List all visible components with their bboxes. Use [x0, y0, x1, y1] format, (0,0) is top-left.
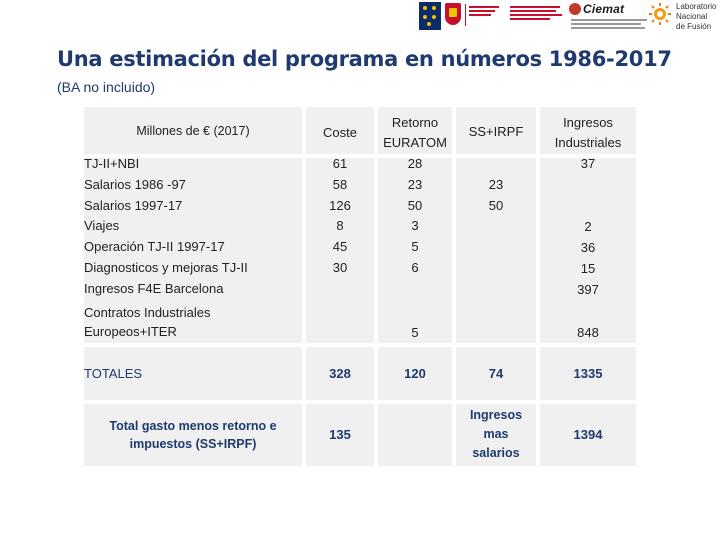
neto-coste: 135 — [329, 427, 351, 442]
page-title: Una estimación del programa en números 1986-2017 — [57, 47, 672, 71]
neto-label-2: impuestos (SS+IRPF) — [129, 437, 257, 451]
row-retorno: 28 — [407, 156, 423, 171]
header-ingresos-1: Ingresos — [563, 115, 613, 130]
page-subtitle: (BA no incluido) — [57, 79, 156, 95]
row-label: Salarios 1986 -97 — [84, 177, 186, 192]
row-coste: 126 — [329, 198, 351, 213]
eu-flag-icon — [419, 2, 441, 30]
row-coste: 58 — [332, 177, 348, 192]
row-coste: 8 — [336, 218, 344, 233]
ciemat-wordmark: Ciemat — [583, 2, 625, 16]
row-coste: 30 — [332, 260, 348, 275]
row-label: TJ-II+NBI — [84, 156, 140, 171]
row-ingresos: 397 — [577, 282, 599, 297]
row-ingresos: 15 — [580, 261, 596, 276]
gobierno-espana-logo — [415, 0, 565, 32]
neto-ssirpf-1: Ingresos — [469, 408, 523, 422]
ministry-text-mark-2 — [507, 4, 563, 26]
data-table — [84, 107, 636, 466]
neto-label-1: Total gasto menos retorno e — [109, 419, 277, 433]
row-coste: 45 — [332, 239, 348, 254]
ciemat-mark-icon — [569, 3, 581, 15]
contratos-label-2: Europeos+ITER — [84, 324, 177, 339]
header-retorno-1: Retorno — [391, 115, 439, 130]
coat-of-arms-icon — [445, 3, 461, 25]
neto-ssirpf-2: mas — [483, 427, 509, 441]
row-ssirpf: 50 — [488, 198, 504, 213]
header-coste: Coste — [323, 125, 357, 140]
contratos-ingresos: 848 — [577, 325, 599, 340]
header-ingresos-2: Industriales — [554, 135, 622, 150]
lab-name: Laboratorio Nacional de Fusión — [676, 2, 717, 31]
contratos-label-1: Contratos Industriales — [84, 305, 211, 320]
neto-ssirpf-3: salarios — [472, 446, 520, 460]
row-retorno: 3 — [411, 218, 419, 233]
row-label: Diagnosticos y mejoras TJ-II — [84, 260, 248, 275]
totales-ssirpf: 74 — [488, 366, 504, 381]
row-ingresos: 37 — [580, 156, 596, 171]
row-label: Viajes — [84, 218, 120, 233]
neto-ingresos: 1394 — [573, 427, 603, 442]
row-label: Salarios 1997-17 — [84, 198, 183, 213]
totales-coste: 328 — [329, 366, 351, 381]
row-ingresos: 2 — [584, 219, 592, 234]
row-ingresos: 36 — [580, 240, 596, 255]
row-retorno: 6 — [411, 260, 419, 275]
totales-retorno: 120 — [404, 366, 426, 381]
row-retorno: 50 — [407, 198, 423, 213]
header-retorno-2: EURATOM — [383, 135, 447, 150]
header-ssirpf: SS+IRPF — [468, 124, 524, 139]
row-label: Operación TJ-II 1997-17 — [84, 239, 225, 254]
row-retorno: 5 — [411, 239, 419, 254]
contratos-retorno: 5 — [411, 325, 419, 340]
row-label: Ingresos F4E Barcelona — [84, 281, 224, 296]
row-ssirpf: 23 — [488, 177, 504, 192]
row-coste: 61 — [332, 156, 348, 171]
row-retorno: 23 — [407, 177, 423, 192]
ministry-text-mark — [465, 4, 504, 26]
totales-label: TOTALES — [84, 366, 143, 381]
totales-ingresos: 1335 — [573, 366, 603, 381]
fusion-lab-icon — [648, 2, 672, 26]
ciemat-logo — [569, 2, 651, 34]
header-concept: Millones de € (2017) — [136, 124, 250, 138]
